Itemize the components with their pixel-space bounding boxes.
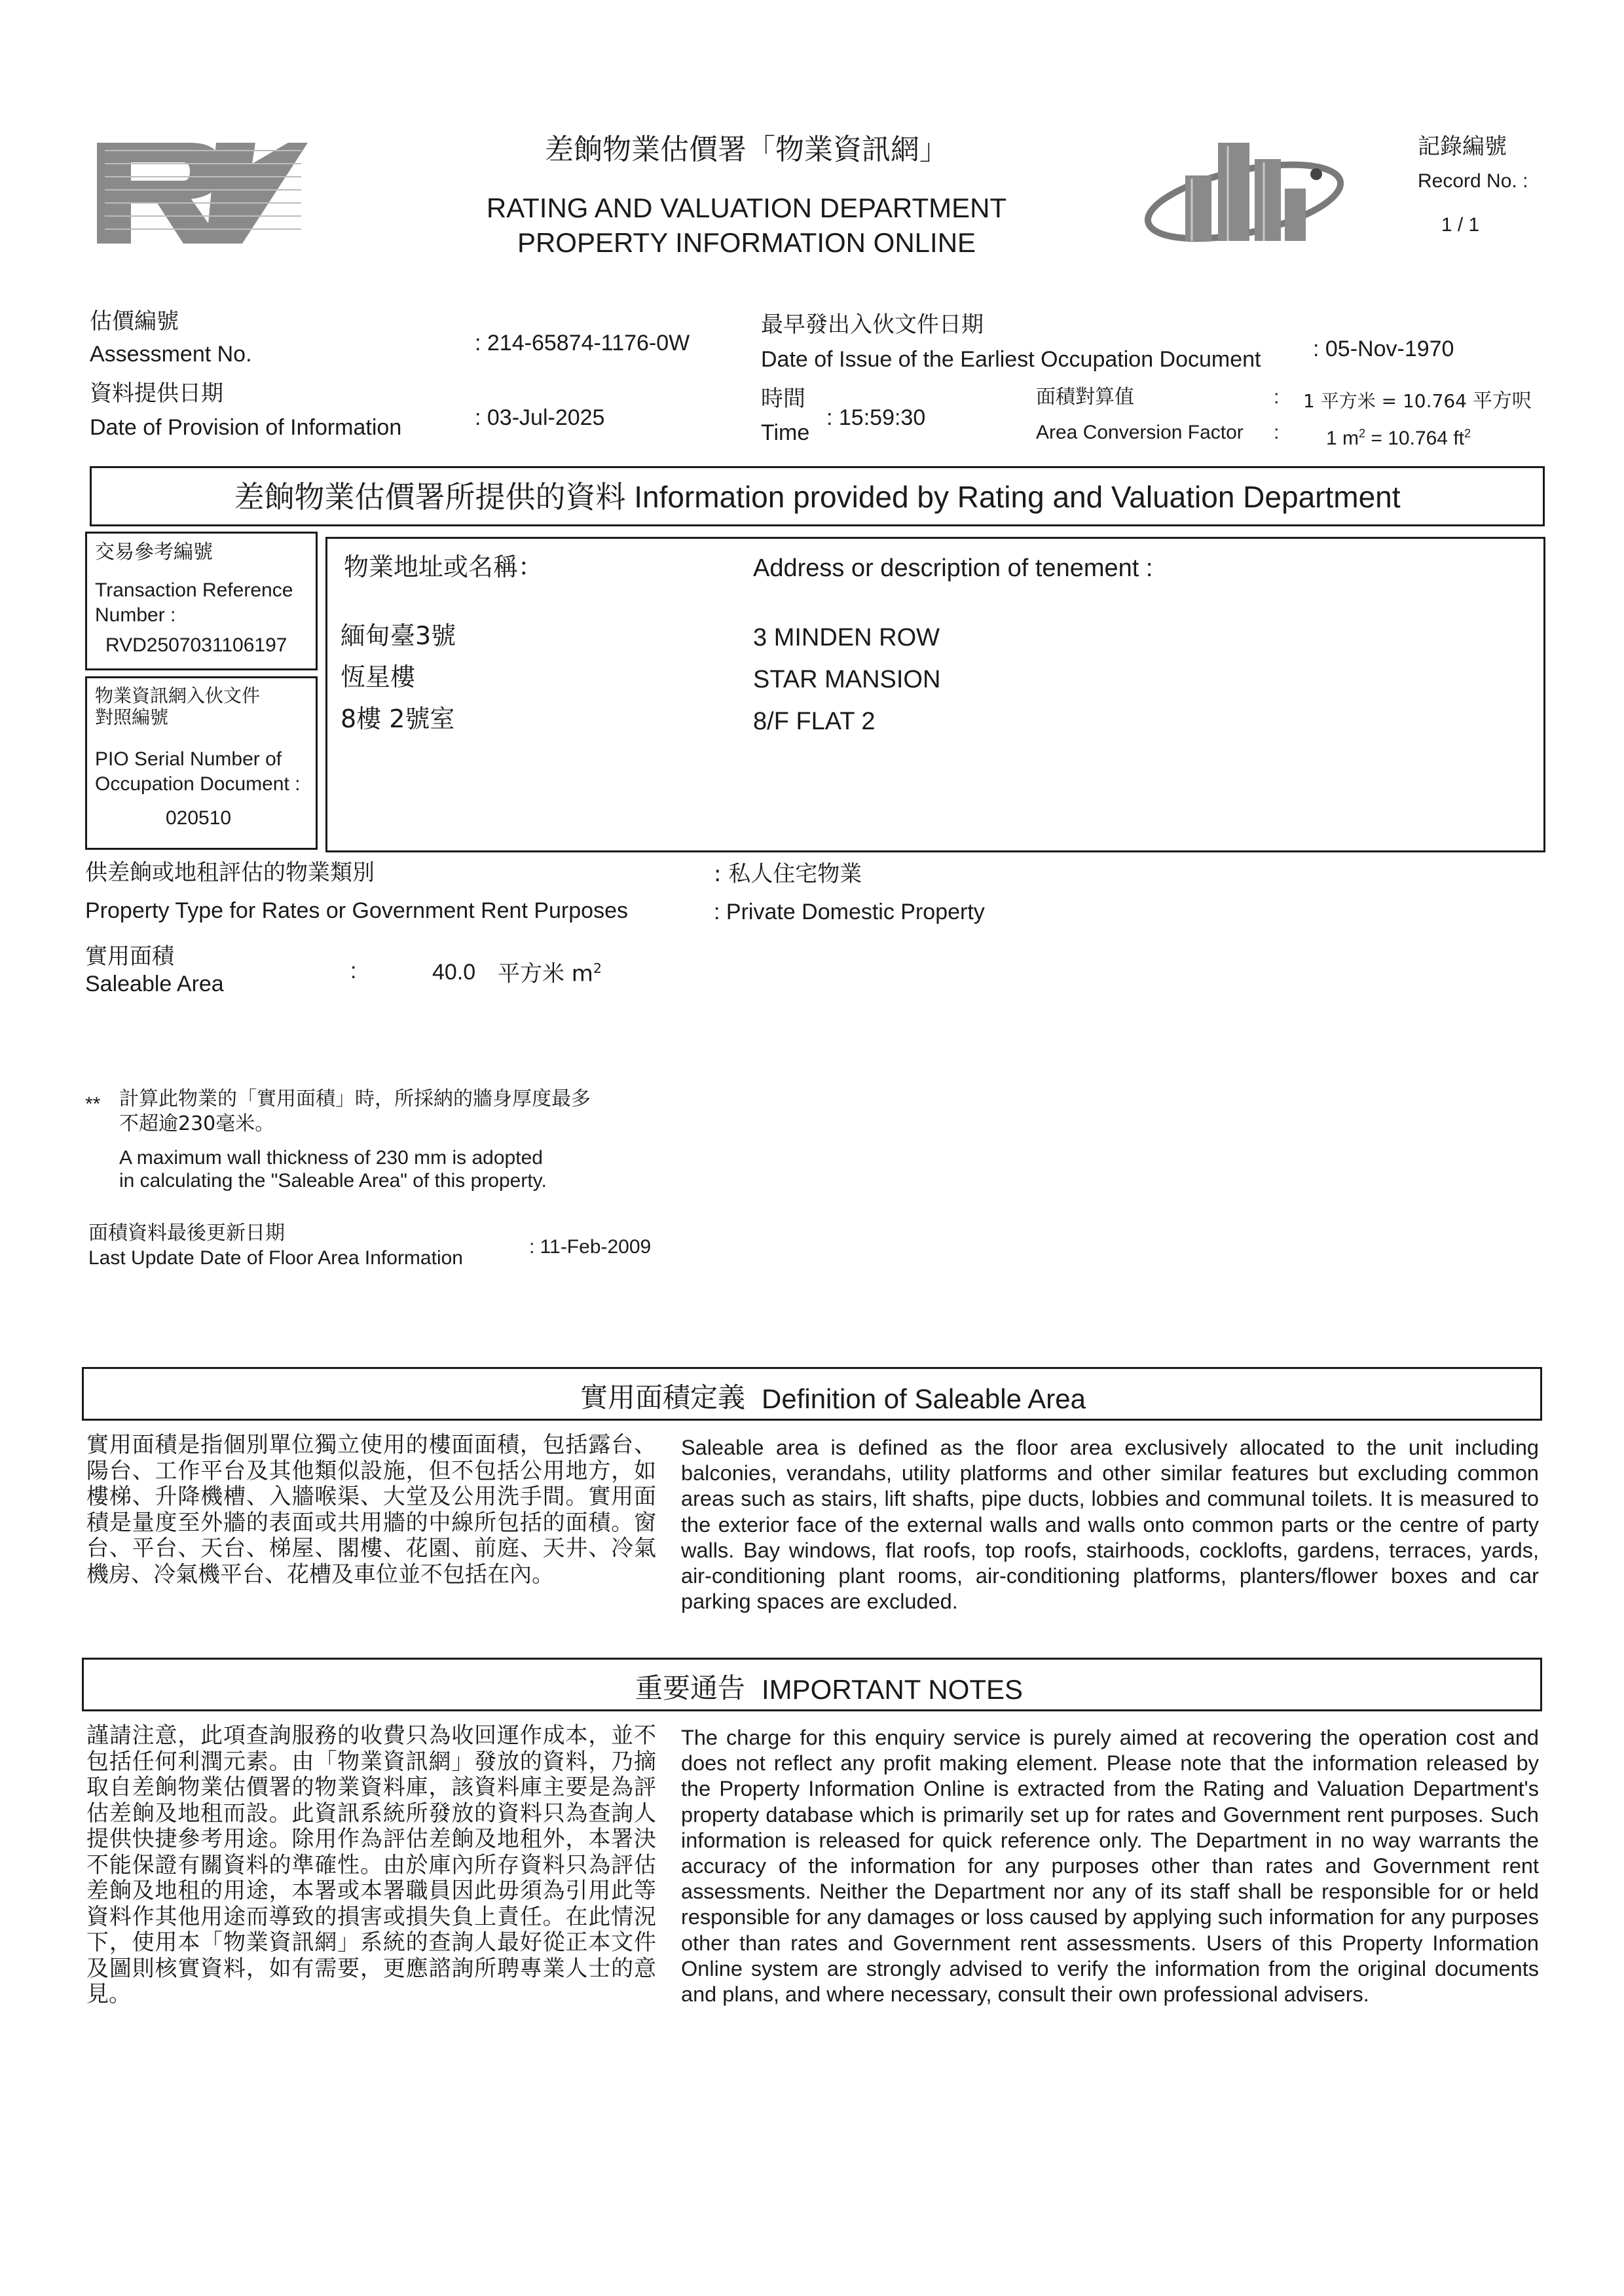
notes-body-en: The charge for this enquiry service is purely aimed at recovering the operation cost and does not reflect any profit making element. Please note that the information released by the Property Information Online is extracted from the Rating and Valuation Department's property database which is primarily set up for rates and Government rent purposes. Such information is released for quick reference only. The Department in no way warrants the accuracy of the information for any purposes other than rates and Government rent assessments. Neither the Department nor any of its staff shall be responsible for or held responsible for any damages or loss caused by applying such information for any purposes other than rates and Government rent assessments. Users of this Property Information Online system are strongly advised to verify the information from the original documents and plans, and where necessary, consult their own professional advisers. bbox=[681, 1726, 1539, 2007]
saleable-area-unit bbox=[498, 955, 602, 987]
header-title-en-1: RATING AND VALUATION DEPARTMENT bbox=[486, 192, 1007, 223]
pio-label-zh: 物業資訊網入伙文件對照編號 bbox=[95, 685, 261, 728]
saleable-area-colon: : bbox=[350, 958, 357, 983]
sq-mark: 2 bbox=[593, 960, 602, 976]
area-factor-en-b: = 10.764 ft bbox=[1371, 428, 1464, 449]
area-factor-zh-b: 10.764 bbox=[1402, 390, 1467, 412]
saleable-area-value: 40.0 bbox=[432, 960, 476, 985]
property-type-label-en: Property Type for Rates or Government Rent Purposes bbox=[85, 898, 628, 923]
pio-box bbox=[85, 676, 318, 850]
definition-heading-box bbox=[82, 1367, 1542, 1421]
provision-label-en: Date of Provision of Information bbox=[90, 415, 402, 440]
sq-mark: 2 bbox=[1359, 427, 1366, 440]
address-label-zh: 物業地址或名稱： bbox=[344, 553, 544, 581]
area-factor-zh-c: 平方呎 bbox=[1472, 390, 1532, 412]
last-update-label-en: Last Update Date of Floor Area Information bbox=[88, 1247, 463, 1269]
pio-label-en: PIO Serial Number of Occupation Document : bbox=[95, 748, 301, 795]
address-zh-line-3: 8樓 2號室 bbox=[341, 704, 455, 733]
transaction-label-zh: 交易參考編號 bbox=[95, 541, 213, 564]
pio-value: 020510 bbox=[166, 807, 232, 829]
provision-label-zh: 資料提供日期 bbox=[90, 380, 223, 407]
notes-body-zh: 謹請注意，此項查詢服務的收費只為收回運作成本，並不包括任何利潤元素。由「物業資訊網」發放的資料，乃摘取自差餉物業估價署的物業資料庫，該資料庫主要是為評估差餉及地租而設。此資訊系統所發放的資料只為查詢人提供快捷參考用途。除用作為評估差餉及地租外，本署決不能保證有關資料的準確性。由於庫內所存資料只為評估差餉及地租的用途，本署或本署職員因此毋須為引用此等資料作其他用途而導致的損害或損失負上責任。在此情況下，使用本「物業資訊網」系統的查詢人最好從正本文件及圖則核實資料，如有需要，更應諮詢所聘專業人士的意見。 bbox=[86, 1722, 656, 2007]
area-factor-label-en: Area Conversion Factor bbox=[1036, 422, 1244, 443]
saleable-area-unit-text: 平方米 m bbox=[498, 960, 593, 987]
rv-logo bbox=[92, 137, 308, 249]
notes-heading-box bbox=[82, 1658, 1542, 1711]
occupation-label-zh: 最早發出入伙文件日期 bbox=[761, 312, 984, 338]
assessment-label-en: Assessment No. bbox=[90, 342, 252, 367]
transaction-value: RVD2507031106197 bbox=[105, 634, 287, 656]
pio-logo bbox=[1133, 130, 1356, 247]
definition-heading-en: Definition of Saleable Area bbox=[762, 1383, 1086, 1414]
rv-logo-mark bbox=[92, 137, 308, 249]
sq-mark: 2 bbox=[1464, 427, 1471, 440]
transaction-box bbox=[85, 532, 318, 670]
notes-heading-zh: 重要通告 bbox=[635, 1672, 745, 1704]
definition-body-en: Saleable area is defined as the floor area exclusively allocated to the unit including balconies, verandahs, utility platforms and other similar features but excluding common areas such as stairs, lift shafts, pipe ducts, lobbies and communal toilets. It is measured to the exterior face of the external walls and walls onto common parts or the centre of party walls. Bay windows, flat roofs, top roofs, stairhoods, cocklofts, gardens, terraces, yards, air-conditioning plant rooms, air-conditioning platforms, planters/flower boxes and car parking spaces are excluded. bbox=[681, 1436, 1539, 1614]
header-title-en-2: PROPERTY INFORMATION ONLINE bbox=[517, 227, 976, 258]
assessment-label-zh: 估價編號 bbox=[90, 308, 179, 335]
address-label-en: Address or description of tenement : bbox=[753, 555, 1153, 582]
address-zh-line-1: 緬甸臺3號 bbox=[341, 621, 456, 650]
wall-note-zh-1: 計算此物業的「實用面積」時，所採納的牆身厚度最多 bbox=[119, 1087, 591, 1110]
definition-heading-zh: 實用面積定義 bbox=[580, 1381, 745, 1413]
record-label-en: Record No. : bbox=[1418, 170, 1528, 192]
info-banner-zh: 差餉物業估價署所提供的資料 bbox=[234, 479, 626, 515]
record-value: 1 / 1 bbox=[1441, 214, 1480, 236]
provision-value: : 03-Jul-2025 bbox=[475, 405, 605, 430]
assessment-value: : 214-65874-1176-0W bbox=[475, 331, 690, 355]
address-en-line-1: 3 MINDEN ROW bbox=[753, 624, 940, 651]
buildings-logo-icon bbox=[1133, 130, 1356, 247]
address-en-line-3: 8/F FLAT 2 bbox=[753, 708, 876, 735]
notes-heading-en: IMPORTANT NOTES bbox=[762, 1674, 1024, 1705]
time-label-en: Time bbox=[761, 420, 810, 445]
last-update-value: : 11-Feb-2009 bbox=[529, 1236, 652, 1258]
wall-note-zh-2: 不超逾230毫米。 bbox=[119, 1112, 275, 1135]
property-type-value-en: : Private Domestic Property bbox=[714, 900, 985, 924]
saleable-area-label-en: Saleable Area bbox=[85, 972, 224, 996]
property-type-label-zh: 供差餉或地租評估的物業類別 bbox=[85, 860, 375, 886]
address-en-line-2: STAR MANSION bbox=[753, 666, 941, 693]
header-title-zh: 差餉物業估價署「物業資訊網」 bbox=[545, 133, 948, 166]
address-zh-line-2: 恆星樓 bbox=[341, 663, 416, 691]
definition-body-zh: 實用面積是指個別單位獨立使用的樓面面積，包括露台、陽台、工作平台及其他類似設施，但不包括公用地方，如樓梯、升降機槽、入牆喉渠、大堂及公用洗手間。實用面積是量度至外牆的表面或共用牆的中線所包括的面積。窗台、平台、天台、梯屋、閣樓、花園、前庭、天井、冷氣機房、冷氣機平台、花槽及車位並不包括在內。 bbox=[86, 1432, 656, 1588]
address-box bbox=[325, 537, 1545, 852]
occupation-value: : 05-Nov-1970 bbox=[1313, 337, 1454, 361]
area-factor-colon-1: : bbox=[1274, 386, 1280, 408]
property-type-value-zh: : 私人住宅物業 bbox=[714, 861, 862, 887]
area-factor-zh bbox=[1303, 390, 1532, 412]
area-factor-zh-a: 1 平方米 = bbox=[1303, 390, 1397, 412]
wall-note-marker: ** bbox=[85, 1093, 101, 1115]
last-update-label-zh: 面積資料最後更新日期 bbox=[88, 1222, 285, 1245]
info-banner-text bbox=[92, 479, 1543, 515]
area-factor-label-zh: 面積對算值 bbox=[1036, 386, 1134, 409]
info-banner bbox=[90, 466, 1545, 526]
area-factor-en bbox=[1326, 421, 1471, 451]
wall-note-en-1: A maximum wall thickness of 230 mm is adopted bbox=[119, 1147, 543, 1169]
saleable-area-label-zh: 實用面積 bbox=[85, 943, 174, 970]
occupation-label-en: Date of Issue of the Earliest Occupation Document bbox=[761, 347, 1261, 372]
transaction-label-en: Transaction Reference Number : bbox=[95, 579, 293, 626]
area-factor-en-a: 1 m bbox=[1326, 428, 1359, 449]
wall-note-en-2: in calculating the "Saleable Area" of this property. bbox=[119, 1170, 547, 1192]
time-label-zh: 時間 bbox=[761, 386, 805, 412]
time-value: : 15:59:30 bbox=[826, 405, 926, 430]
area-factor-colon-2: : bbox=[1274, 422, 1280, 443]
record-label-zh: 記錄編號 bbox=[1418, 134, 1507, 160]
info-banner-en: Information provided by Rating and Valuation Department bbox=[634, 480, 1401, 514]
